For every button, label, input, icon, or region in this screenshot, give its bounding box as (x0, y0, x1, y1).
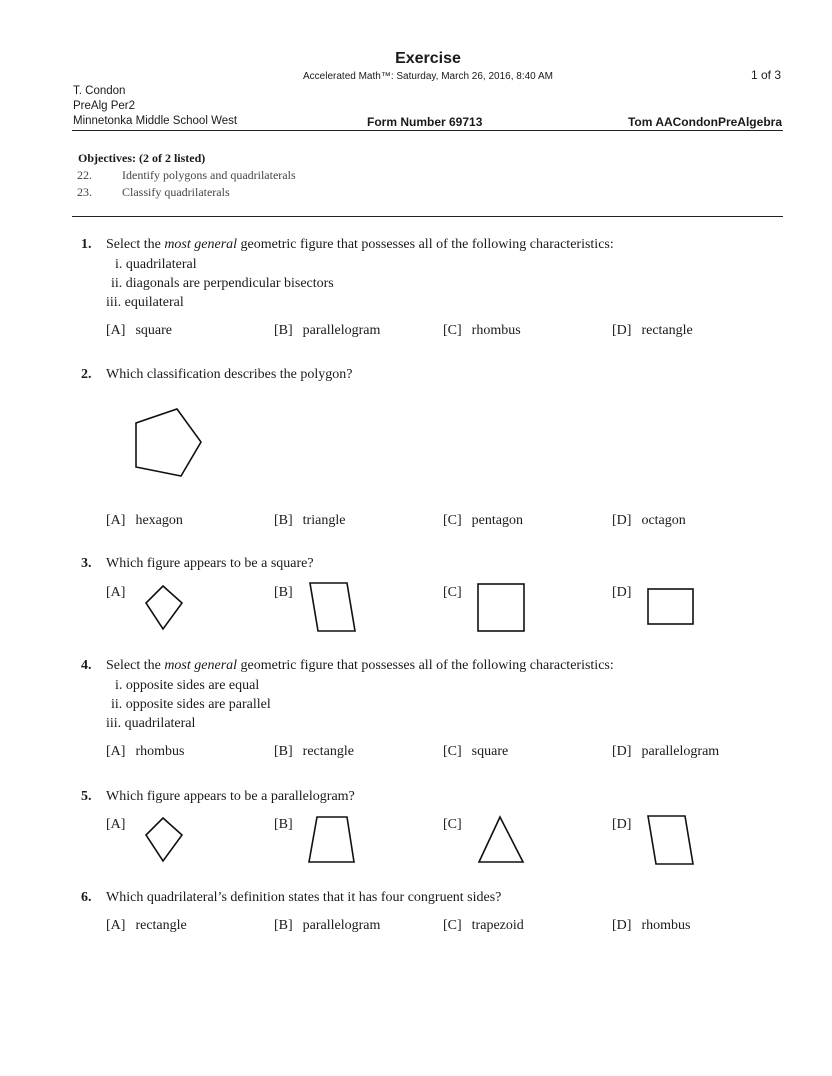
student-name: Tom AACondonPreAlgebra (627, 115, 782, 129)
parallelogram-figure[interactable] (643, 813, 699, 867)
question-number: 5. (81, 789, 92, 804)
answer-option-b[interactable]: [B] rectangle (274, 744, 354, 759)
characteristic: iii. quadrilateral (106, 716, 196, 731)
answer-option-d[interactable]: [D] (612, 585, 632, 600)
trapezoid-figure[interactable] (306, 814, 358, 866)
question-text: Select the most general geometric figure that possesses all of the following characteristics: (106, 658, 614, 673)
question-number: 6. (81, 890, 92, 905)
question-text: Which figure appears to be a parallelogram? (106, 789, 355, 804)
teacher-name: T. Condon (73, 85, 126, 97)
objectives-divider (72, 216, 783, 217)
class-period: PreAlg Per2 (73, 100, 136, 112)
answer-option-b[interactable]: [B] (274, 585, 293, 600)
rectangle-figure[interactable] (645, 586, 697, 628)
answer-option-a[interactable]: [A] square (106, 323, 172, 338)
triangle-figure[interactable] (476, 814, 528, 866)
answer-option-b[interactable]: [B] triangle (274, 513, 346, 528)
objective-number: 22. (77, 168, 92, 182)
objective-number: 23. (77, 185, 92, 199)
kite-figure[interactable] (142, 583, 188, 633)
answer-option-a[interactable]: [A] hexagon (106, 513, 183, 528)
answer-option-a[interactable]: [A] (106, 817, 126, 832)
answer-option-b[interactable]: [B] parallelogram (274, 918, 381, 933)
objective-text: Classify quadrilaterals (122, 185, 230, 199)
question-number: 3. (81, 556, 92, 571)
characteristic: ii. diagonals are perpendicular bisectors (111, 276, 334, 291)
answer-option-c[interactable]: [C] (443, 585, 462, 600)
answer-option-d[interactable]: [D] octagon (612, 513, 686, 528)
answer-option-b[interactable]: [B] parallelogram (274, 323, 381, 338)
objective-text: Identify polygons and quadrilaterals (122, 168, 296, 182)
answer-option-c[interactable]: [C] (443, 817, 462, 832)
answer-option-a[interactable]: [A] rectangle (106, 918, 187, 933)
answer-option-c[interactable]: [C] trapezoid (443, 918, 524, 933)
characteristic: ii. opposite sides are parallel (111, 697, 271, 712)
answer-option-d[interactable]: [D] rhombus (612, 918, 691, 933)
answer-option-d[interactable]: [D] parallelogram (612, 744, 720, 759)
parallelogram-figure[interactable] (305, 580, 361, 634)
answer-option-b[interactable]: [B] (274, 817, 293, 832)
answer-option-c[interactable]: [C] pentagon (443, 513, 523, 528)
characteristic: i. quadrilateral (115, 257, 197, 272)
square-figure[interactable] (475, 581, 529, 635)
objectives-heading: Objectives: (2 of 2 listed) (78, 151, 206, 165)
school-name: Minnetonka Middle School West (73, 115, 238, 127)
header-divider (72, 130, 783, 131)
question-text: Which figure appears to be a square? (106, 556, 314, 571)
characteristic: i. opposite sides are equal (115, 678, 260, 693)
form-number: Form Number 69713 (367, 115, 483, 129)
answer-option-a[interactable]: [A] rhombus (106, 744, 185, 759)
page-indicator: 1 of 3 (750, 68, 781, 82)
question-number: 1. (81, 237, 92, 252)
answer-option-c[interactable]: [C] square (443, 744, 509, 759)
question-number: 4. (81, 658, 92, 673)
kite-figure[interactable] (142, 815, 188, 865)
answer-option-c[interactable]: [C] rhombus (443, 323, 521, 338)
question-number: 2. (81, 367, 92, 382)
page-title: Exercise (395, 50, 461, 67)
characteristic: iii. equilateral (106, 295, 184, 310)
answer-option-a[interactable]: [A] (106, 585, 126, 600)
pentagon-figure (128, 403, 208, 483)
answer-option-d[interactable]: [D] (612, 817, 632, 832)
question-text: Select the most general geometric figure that possesses all of the following characteristics: (106, 237, 614, 252)
question-text: Which classification describes the polygon? (106, 367, 353, 382)
subtitle: Accelerated Math™: Saturday, March 26, 2016, 8:40 AM (303, 71, 553, 82)
question-text: Which quadrilateral’s definition states that it has four congruent sides? (106, 890, 502, 905)
answer-option-d[interactable]: [D] rectangle (612, 323, 693, 338)
